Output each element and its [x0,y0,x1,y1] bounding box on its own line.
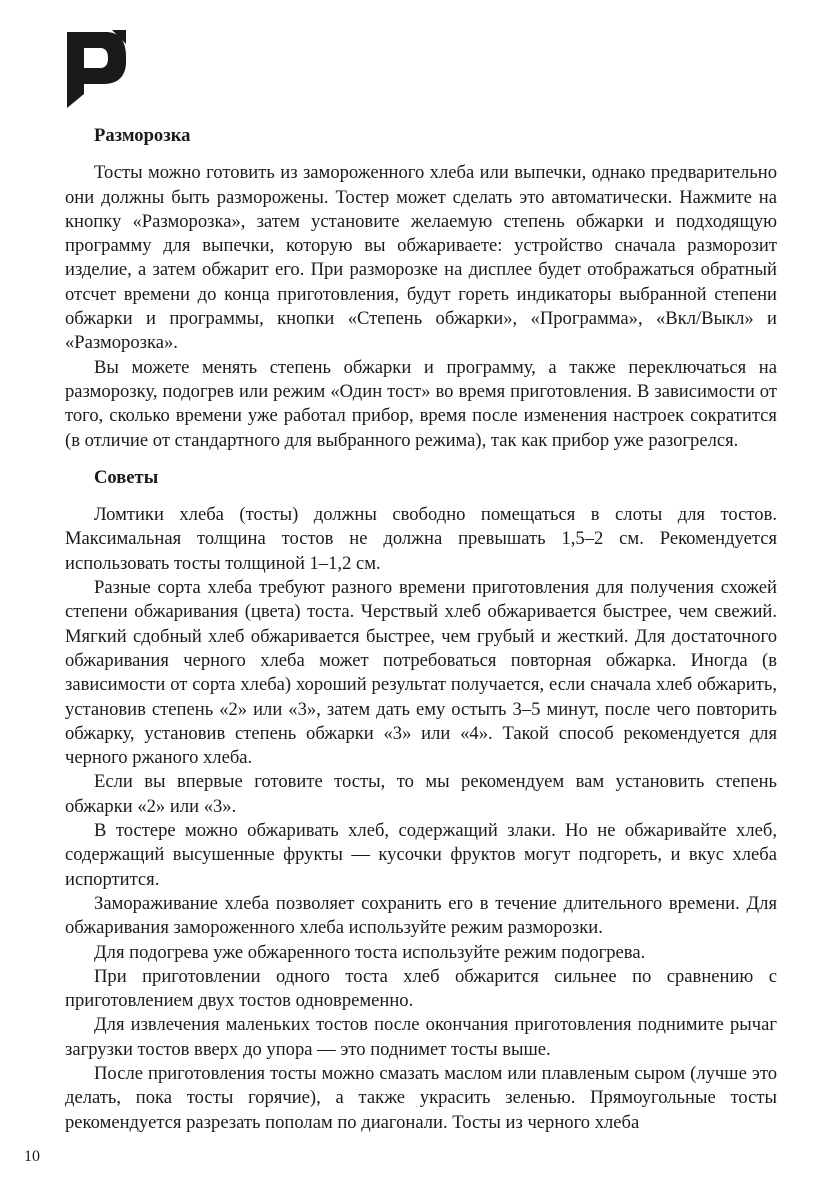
document-body [65,124,777,1135]
page-number: 10 [24,1148,40,1165]
brand-logo-icon [62,28,128,108]
paragraph: Тосты можно готовить из замороженного хлеба или выпечки, однако предварительно они должны быть разморожены. Тостер может сделать это автоматически. Нажмите на кнопку «Разморозка», затем установите желаемую степень обжарки и подходящую программу для выпечки, которую вы обжариваете: устройство сначала разморозит изделие, а затем обжарит его. При разморозке на дисплее будет отображаться обратный отсчет времени до конца приготовления, будут гореть индикаторы выбранной степени обжарки и программы, кнопки «Степень обжарки», «Программа», «Вкл/Выкл» и «Разморозка». [65,162,777,354]
paragraph: В тостере можно обжаривать хлеб, содержащий злаки. Но не обжаривайте хлеб, содержащий высушенные фрукты — кусочки фруктов могут подгореть, и вкус хлеба испортится. [65,820,777,890]
paragraph: При приготовлении одного тоста хлеб обжарится сильнее по сравнению с приготовлением двух тостов одновременно. [65,965,777,1012]
paragraph: Для извлечения маленьких тостов после окончания приготовления поднимите рычаг загрузки тостов вверх до упора — это поднимет тосты выше. [65,1014,777,1060]
paragraph: Замораживание хлеба позволяет сохранить его в течение длительного времени. Для обжаривания замороженного хлеба используйте режим разморозки. [65,892,777,939]
paragraph: Вы можете менять степень обжарки и программу, а также переключаться на разморозку, подогрев или режим «Один тост» во время приготовления. В зависимости от того, сколько времени уже работал прибор, время после изменения настроек сократится (в отличие от стандартного для выбранного режима), так как прибор уже разогрелся. [65,356,777,451]
paragraph: Ломтики хлеба (тосты) должны свободно помещаться в слоты для тостов. Максимальная толщина тостов не должна превышать 1,5–2 см. Рекомендуется использовать тосты толщиной 1–1,2 см. [65,504,777,574]
paragraph: Для подогрева уже обжаренного тоста используйте режим подогрева. [94,941,646,963]
paragraph: После приготовления тосты можно смазать маслом или плавленым сыром (лучше это делать, пока тосты горячие), а также украсить зеленью. Прямоугольные тосты рекомендуется разрезать пополам по диагонали. Тосты из черного хлеба [65,1062,777,1133]
section-heading-tips: Советы [94,466,159,488]
section-heading-defrost: Разморозка [94,125,191,146]
paragraph: Если вы впервые готовите тосты, то мы рекомендуем вам установить степень обжарки «2» или «3». [65,771,777,817]
paragraph: Разные сорта хлеба требуют разного времени приготовления для получения схожей степени обжаривания (цвета) тоста. Черствый хлеб обжаривается быстрее, чем свежий. Мягкий сдобный хлеб обжаривается быстрее, чем грубый и жесткий. Для достаточного обжаривания черного хлеба может потребоваться повторная обжарка. Иногда (в зависимости от сорта хлеба) хороший результат получается, если сначала хлеб обжарить, установив степень «2» или «3», затем дать ему остыть 3–5 минут, после чего повторить обжарку, установив степень обжарки «3» или «4». Такой способ рекомендуется для черного ржаного хлеба. [65,577,777,769]
